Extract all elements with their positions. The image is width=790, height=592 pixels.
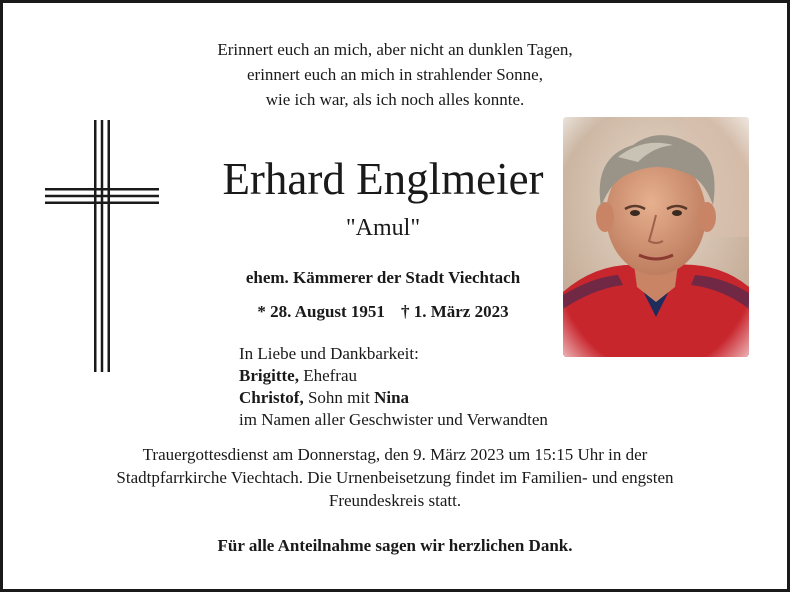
poem-line: wie ich war, als ich noch alles konnte. <box>265 90 525 109</box>
death-date: † 1. März 2023 <box>400 302 509 321</box>
mourner-name: Nina <box>374 388 410 407</box>
poem <box>3 37 787 112</box>
mourners-intro: In Liebe und Dankbarkeit: <box>239 344 419 363</box>
mourner-line <box>239 365 548 387</box>
deceased-role: ehem. Kämmerer der Stadt Viechtach <box>245 268 521 287</box>
deceased-name: Erhard Englmeier <box>222 154 544 204</box>
service-line: Trauergottesdienst am Donnerstag, den 9. März 2023 um 15:15 Uhr in der <box>142 445 648 464</box>
service-line: Stadtpfarrkirche Viechtach. Die Urnenbeisetzung findet im Familien- und engsten <box>116 468 674 487</box>
portrait-photo <box>563 117 749 357</box>
thanks-line: Für alle Anteilnahme sagen wir herzlichen Dank. <box>217 536 573 555</box>
deceased-nickname: "Amul" <box>345 215 421 241</box>
service-line: Freundeskreis statt. <box>328 491 462 510</box>
mourner-name: Brigitte, <box>239 366 299 385</box>
mourner-name: Christof, <box>239 388 304 407</box>
mourner-line <box>239 387 548 409</box>
mourners-block <box>239 343 548 431</box>
mourner-relation: Sohn mit <box>303 388 375 407</box>
cross-icon <box>45 120 159 372</box>
poem-line: Erinnert euch an mich, aber nicht an dunklen Tagen, <box>217 40 573 59</box>
life-dates <box>163 302 603 322</box>
mourners-closing: im Namen aller Geschwister und Verwandten <box>239 410 548 429</box>
service-info <box>3 443 787 512</box>
poem-line: erinnert euch an mich in strahlender Sonne, <box>247 65 543 84</box>
mourner-relation: Ehefrau <box>298 366 358 385</box>
birth-date: * 28. August 1951 <box>257 302 385 321</box>
